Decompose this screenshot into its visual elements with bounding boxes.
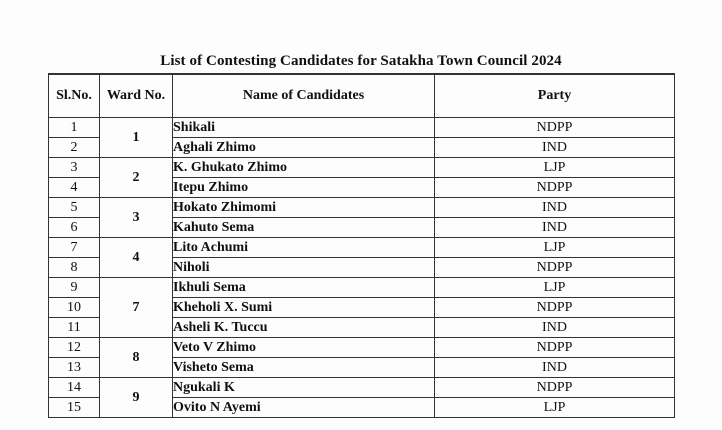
cell-ward-no: 1: [100, 118, 173, 158]
cell-sl-no: 15: [49, 398, 100, 418]
table-row: [49, 118, 675, 138]
table-row: [49, 338, 675, 358]
cell-candidate-name: Lito Achumi: [173, 238, 435, 258]
cell-party: NDPP: [435, 338, 675, 358]
cell-candidate-name: Visheto Sema: [173, 358, 435, 378]
cell-ward-no: 2: [100, 158, 173, 198]
table-row: [49, 158, 675, 178]
header-ward-no: Ward No.: [100, 74, 173, 118]
cell-sl-no: 2: [49, 138, 100, 158]
table-row: [49, 278, 675, 298]
table-body: [49, 118, 675, 418]
cell-sl-no: 6: [49, 218, 100, 238]
cell-party: LJP: [435, 238, 675, 258]
cell-party: NDPP: [435, 258, 675, 278]
table-row: [49, 238, 675, 258]
cell-party: LJP: [435, 398, 675, 418]
cell-sl-no: 12: [49, 338, 100, 358]
cell-party: IND: [435, 198, 675, 218]
header-party: Party: [435, 74, 675, 118]
cell-candidate-name: Ngukali K: [173, 378, 435, 398]
cell-sl-no: 4: [49, 178, 100, 198]
cell-candidate-name: Veto V Zhimo: [173, 338, 435, 358]
cell-sl-no: 10: [49, 298, 100, 318]
cell-sl-no: 3: [49, 158, 100, 178]
cell-party: NDPP: [435, 118, 675, 138]
cell-candidate-name: Niholi: [173, 258, 435, 278]
cell-party: IND: [435, 218, 675, 238]
cell-candidate-name: Kahuto Sema: [173, 218, 435, 238]
cell-ward-no: 8: [100, 338, 173, 378]
cell-sl-no: 14: [49, 378, 100, 398]
cell-ward-no: 3: [100, 198, 173, 238]
cell-candidate-name: Ovito N Ayemi: [173, 398, 435, 418]
cell-sl-no: 5: [49, 198, 100, 218]
table-row: [49, 198, 675, 218]
candidates-table: [48, 73, 675, 418]
cell-party: NDPP: [435, 298, 675, 318]
cell-party: NDPP: [435, 178, 675, 198]
cell-sl-no: 1: [49, 118, 100, 138]
cell-candidate-name: Hokato Zhimomi: [173, 198, 435, 218]
cell-party: IND: [435, 138, 675, 158]
cell-candidate-name: Shikali: [173, 118, 435, 138]
table-header-row: [49, 74, 675, 118]
cell-sl-no: 7: [49, 238, 100, 258]
cell-candidate-name: Ikhuli Sema: [173, 278, 435, 298]
cell-party: LJP: [435, 158, 675, 178]
cell-candidate-name: K. Ghukato Zhimo: [173, 158, 435, 178]
cell-sl-no: 13: [49, 358, 100, 378]
header-sl-no: Sl.No.: [49, 74, 100, 118]
cell-candidate-name: Asheli K. Tuccu: [173, 318, 435, 338]
cell-party: IND: [435, 358, 675, 378]
cell-ward-no: 9: [100, 378, 173, 418]
cell-sl-no: 11: [49, 318, 100, 338]
cell-ward-no: 7: [100, 278, 173, 338]
cell-candidate-name: Kheholi X. Sumi: [173, 298, 435, 318]
header-candidate-name: Name of Candidates: [173, 74, 435, 118]
cell-candidate-name: Itepu Zhimo: [173, 178, 435, 198]
cell-candidate-name: Aghali Zhimo: [173, 138, 435, 158]
cell-ward-no: 4: [100, 238, 173, 278]
table-row: [49, 378, 675, 398]
cell-party: NDPP: [435, 378, 675, 398]
cell-sl-no: 8: [49, 258, 100, 278]
cell-party: IND: [435, 318, 675, 338]
cell-sl-no: 9: [49, 278, 100, 298]
document-title: List of Contesting Candidates for Satakha Town Council 2024: [160, 53, 562, 69]
cell-party: LJP: [435, 278, 675, 298]
